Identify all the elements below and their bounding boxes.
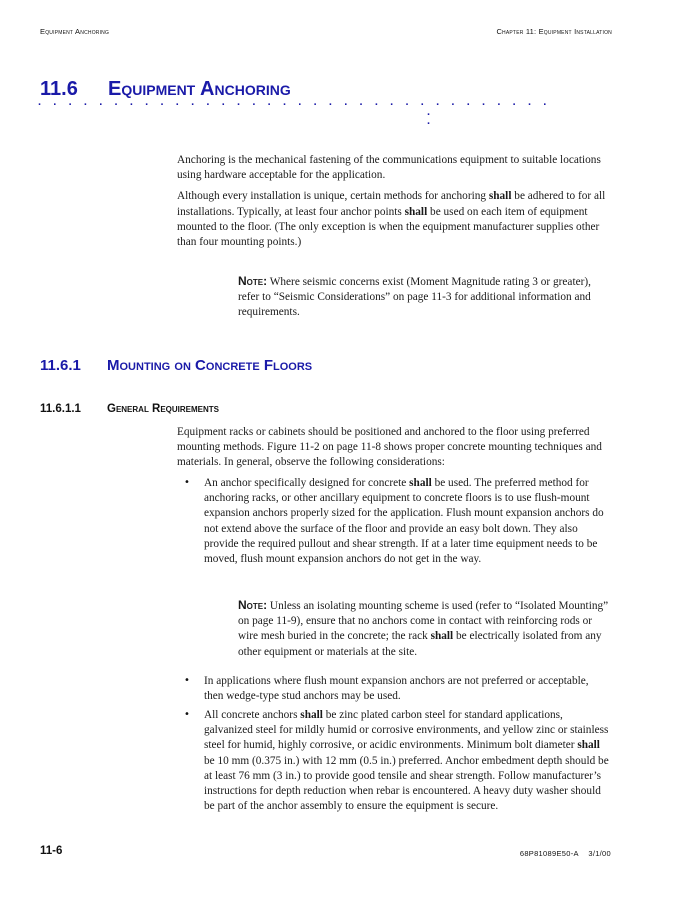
running-header-right [496,27,612,36]
subsection-heading [40,357,312,374]
list-item [177,674,609,704]
anchoring-paragraph: Although every installation is unique, certain methods for anchoring shall be adhered to for all installations. Typically, at least four anchor points shall be used on each item of equipment mounted to the floor. (The only exception is when the equipment manufacturer supplies other than four mounting points.) [177,190,606,249]
list-item-text: An anchor specifically designed for concrete shall be used. The preferred method for anchoring racks, or other ancillary equipment to concrete floors is to use flush-mount expansion anchors properly sized for the application. Flush mount expansion anchors do not extend above the surface of the floor and provide an easy bolt down. They also provide the required pullout and shear strength. If at a later time equipment needs to be moved, flush mount expansion anchors do not get in the way. [204,477,604,566]
bullet-icon: • [184,675,190,686]
note-seismic [238,274,608,321]
running-header-left: Equipment Anchoring [40,27,110,36]
list-item [177,476,609,567]
bullet-icon: • [184,477,190,488]
chapter-label: Chapter 11: [496,27,537,36]
chapter-title: Equipment Installation [538,27,612,36]
list-item [177,708,609,814]
note-isolation: Note: Unless an isolating mounting scheme is used (refer to “Isolated Mounting” on page 11-9), ensure that no anchors come in contact with reinforcing rods or wire mesh buried in the concrete; the rack shall be electrically isolated from any other equipment or materials at the site. [238,598,609,658]
list-item-text: All concrete anchors shall be zinc plated carbon steel for standard applications, galvanized steel for mildly humid or corrosive environments, and yellow zinc or stainless steel for humid, highly corrosive, or acidic environments. Minimum bolt diameter shall be 10 mm (0.375 in.) with 12 mm (0.5 in.) preferred. Anchor embedment depth should be at least 76 mm (3 in.) to provide good tensile and shear strength. Follow manufacturer’s instructions for depth reduction when rebar is encountered. A heavy duty washer should be part of the anchor assembly to ensure the equipment is secure. [204,709,609,813]
list-item-text: In applications where flush mount expansion anchors are not preferred or acceptable, then wedge-type stud anchors may be used. [204,675,589,703]
document-id: 68P81089E50-A 3/1/00 [519,849,611,858]
bullet-icon: • [184,709,190,720]
subsubsection-heading [40,403,219,415]
section-dot-rule: . . . . . . . . . . . . . . . . . . . . . . . . . . . . . . . . . . [38,96,551,108]
subsection-title: Mounting on Concrete Floors [107,357,313,374]
subsection-number: 11.6.1 [40,357,81,374]
section-body [177,153,607,250]
page-number: 11-6 [40,845,63,857]
section-number: 11.6 [40,78,78,100]
section-dot-rule-vertical: . . [427,106,431,127]
note-label: Note: [238,274,268,288]
subsubsection-number: 11.6.1.1 [40,403,81,415]
subsubsection-title: General Requirements [107,403,220,415]
section-title: Equipment Anchoring [108,78,291,100]
intro-paragraph: Anchoring is the mechanical fastening of the communications equipment to suitable locations using hardware acceptable for the application. [177,154,601,182]
note-text: Where seismic concerns exist (Moment Magnitude rating 3 or greater), refer to “Seismic Considerations” on page 11-3 for additional information and requirements. [238,276,591,319]
note-label: Note: [238,598,268,612]
general-requirements-intro: Equipment racks or cabinets should be positioned and anchored to the floor using preferred mounting methods. Figure 11-2 on page 11-8 shows proper concrete mounting techniques and materials. In general, observe the following considerations: [177,426,602,469]
